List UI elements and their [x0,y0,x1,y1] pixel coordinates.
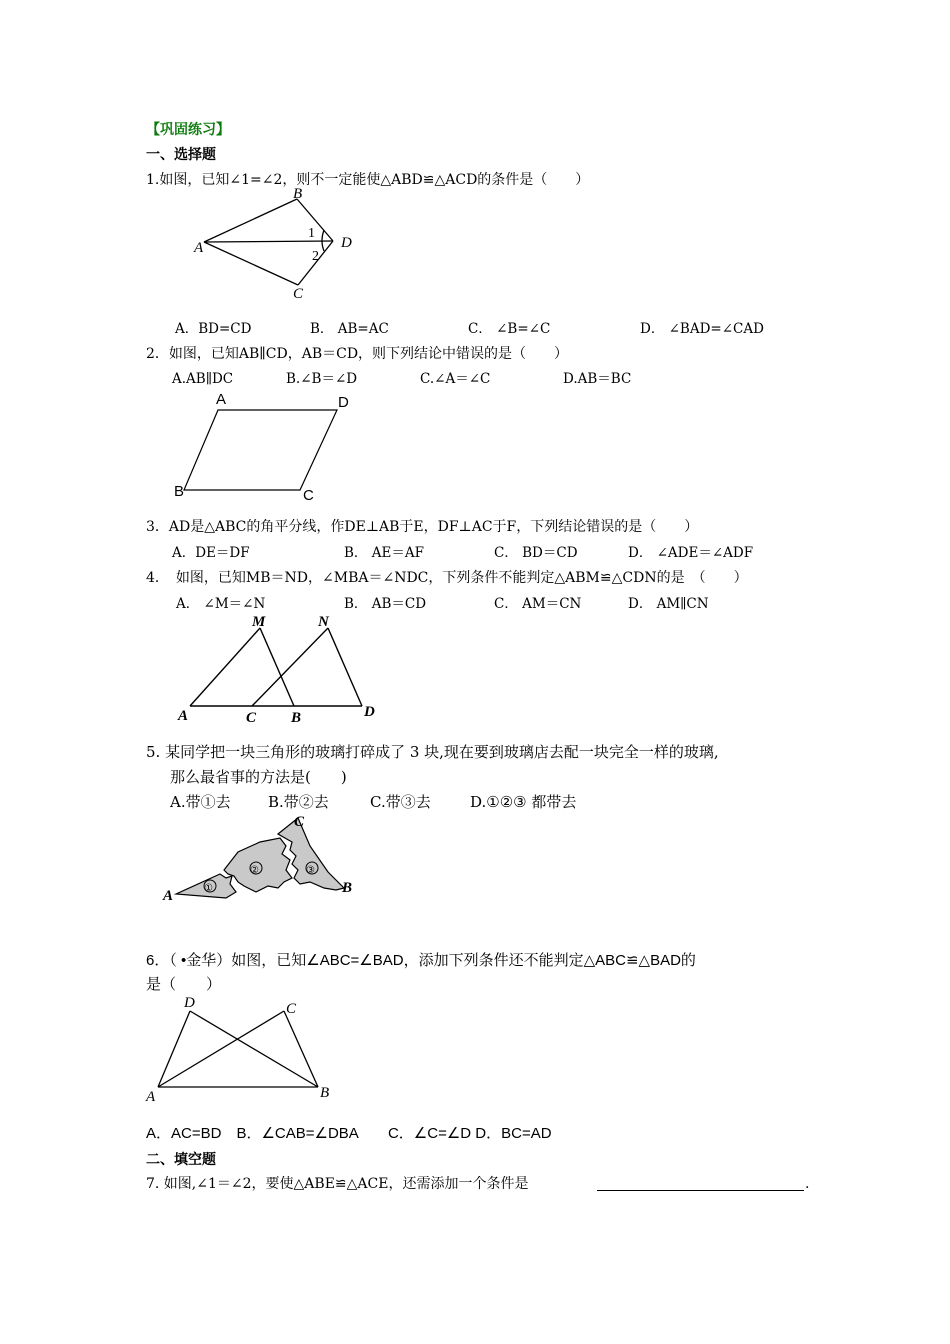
q2-option-a: A.AB∥DC [172,371,234,387]
q5-option-b: B.带②去 [268,793,329,811]
q4-label-m: M [252,614,266,630]
q1-label-c: C [293,286,304,302]
q3-stem: 3．AD是△ABC的角平分线，作DE⊥AB于E，DF⊥AC于F，下列结论错误的是（ ） [146,519,699,535]
q6-label-d: D [184,995,195,1011]
q2-option-b: B.∠B＝∠D [286,371,358,387]
q4-option-d: D． AM∥CN [628,596,709,612]
q5-option-a: A.带①去 [170,793,231,811]
q5-label-c: C [294,814,305,830]
q2-option-c: C.∠A＝∠C [420,371,491,387]
q6-figure [140,995,350,1110]
q2-label-d: D [338,394,349,411]
q1-figure [190,185,370,305]
q5-label-a: A [163,888,174,904]
q2-label-c: C [303,487,314,504]
q3-option-a: A．DE＝DF [172,545,250,561]
q2-label-b: B [174,483,185,500]
q5-label-1: ① [204,883,213,894]
q1-stem: 1.如图，已知∠1=∠2，则不一定能使△ABD≌△ACD的条件是（ ） [146,172,590,188]
q1-label-2: 2 [312,249,319,264]
q5-option-d: D.①②③ 都带去 [470,793,577,811]
q6-label-a: A [146,1089,156,1105]
q1-label-1: 1 [308,226,315,241]
q4-option-b: B． AB＝CD [344,596,427,612]
q4-figure [170,612,390,727]
q1-option-b: B． AB=AC [310,321,389,337]
q7-answer-blank[interactable] [597,1190,804,1191]
q4-option-a: A． ∠M＝∠N [176,596,266,612]
q4-option-c: C． AM＝CN [494,596,582,612]
q2-stem: 2．如图，已知AB∥CD，AB＝CD，则下列结论中错误的是（ ） [146,346,569,362]
q2-label-a: A [216,391,227,408]
q4-label-n: N [318,614,329,630]
q4-stem: 4． 如图，已知MB＝ND，∠MBA＝∠NDC，下列条件不能判定△ABM≌△CDN的是 （ ） [146,570,748,586]
part1-title: 一、选择题 [146,147,216,163]
q5-label-b: B [342,880,353,896]
q4-label-c: C [246,710,257,726]
q6-label-b: B [320,1085,330,1101]
q6-stem-line1: 6．（ •金华）如图，已知∠ABC=∠BAD，添加下列条件还不能判定△ABC≌△BAD的 [146,952,696,969]
q3-option-b: B． AE＝AF [344,545,424,561]
q5-stem-line1: 5. 某同学把一块三角形的玻璃打碎成了 3 块,现在要到玻璃店去配一块完全一样的玻璃, [146,743,719,761]
section-title: 【巩固练习】 [146,122,230,138]
q1-option-d: D． ∠BAD=∠CAD [640,321,764,337]
part2-title: 二、填空题 [146,1152,216,1168]
q1-label-b: B [293,186,303,202]
q1-label-a: A [194,240,204,256]
q5-stem-line2: 那么最省事的方法是( ) [170,768,347,786]
q3-option-d: D． ∠ADE＝∠ADF [628,545,754,561]
q1-option-a: A．BD=CD [175,321,252,337]
q2-figure [170,388,370,508]
q3-option-c: C． BD＝CD [494,545,578,561]
q5-label-3: ③ [306,865,315,876]
q2-option-d: D.AB＝BC [563,371,632,387]
q6-label-c: C [286,1001,297,1017]
q5-figure [160,812,370,917]
q4-label-b: B [291,710,302,726]
q5-label-2: ② [250,865,259,876]
q4-label-d: D [364,704,375,720]
q7-end: . [805,1176,810,1192]
q5-option-c: C.带③去 [370,793,431,811]
q1-label-d: D [341,235,352,251]
q4-label-a: A [178,708,189,724]
q6-stem-line2: 是（ ） [146,976,222,993]
q7-stem: 7. 如图,∠1＝∠2，要使△ABE≌△ACE，还需添加一个条件是 [146,1176,529,1192]
q6-options: A．AC=BD B．∠CAB=∠DBA C．∠C=∠D D．BC=AD [146,1125,552,1142]
q1-option-c: C． ∠B=∠C [468,321,551,337]
